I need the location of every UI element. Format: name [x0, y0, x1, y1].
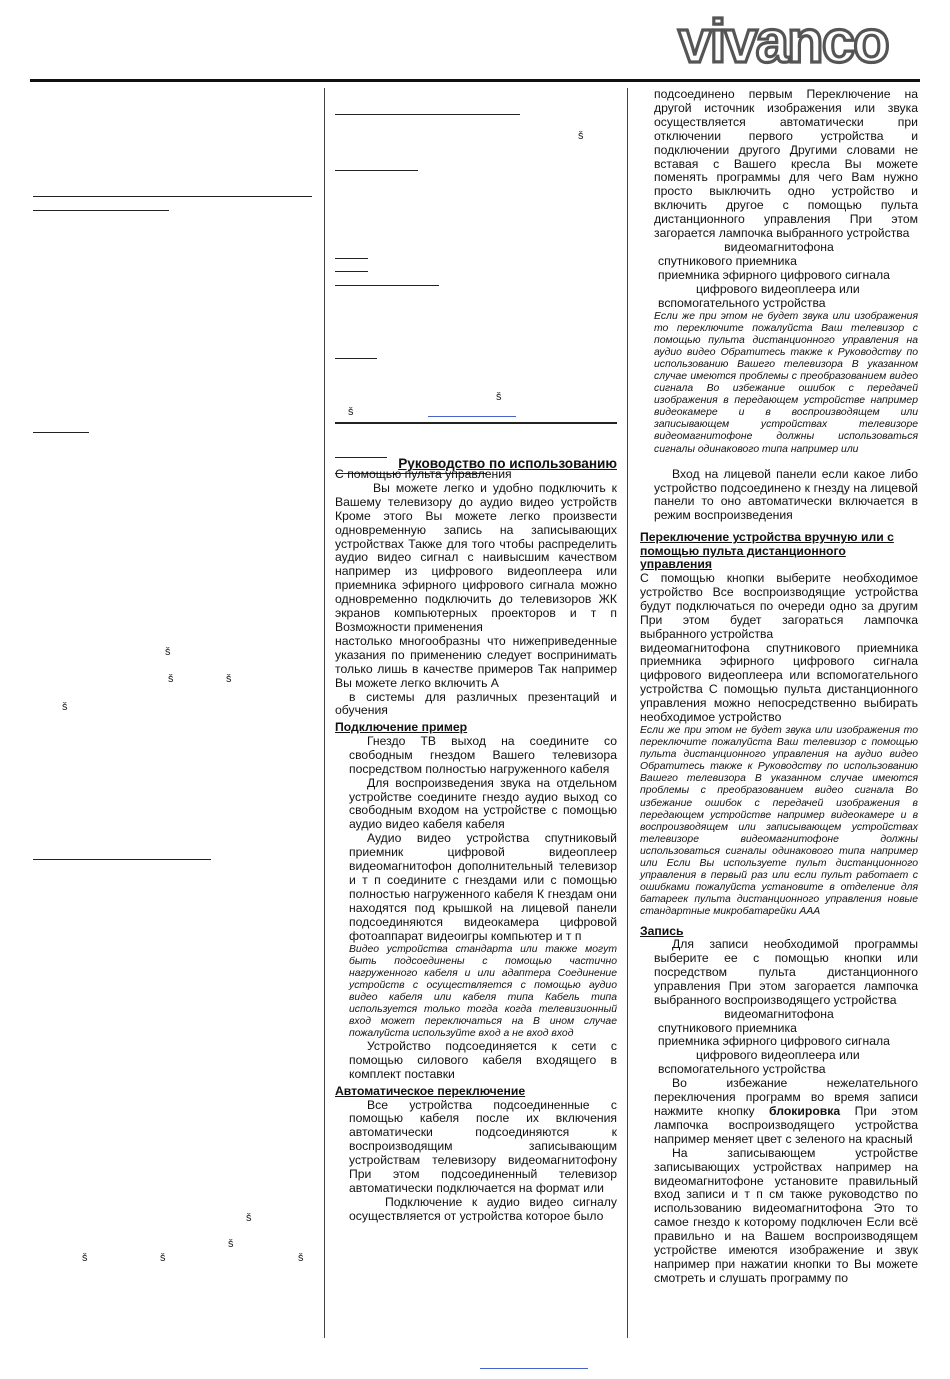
- paragraph: Все устройства подсоединенные с помощью кабеля после их включения автоматически подсоединяются к воспроизводящим записывающим устройствам телевизору видеомагнитофону При этом подсоединенный телевизор автоматически подключается на формат или: [349, 1097, 617, 1195]
- col2-mark: š: [496, 391, 502, 403]
- list-item: вспомогательного устройства: [658, 295, 826, 310]
- list-item: вспомогательного устройства: [658, 1062, 826, 1077]
- paragraph: [640, 1077, 918, 1147]
- paragraph-text: При этом лампочка воспроизводящего устройства например меняет цвет с зеленого на красный: [654, 1103, 918, 1146]
- list-item: видеомагнитофона: [724, 1006, 834, 1021]
- column-right: [640, 88, 918, 1286]
- col1-mark: š: [298, 1252, 304, 1264]
- paragraph: видеомагнитофона спутникового приемника приемника эфирного цифрового сигнала цифрового видеоплеера или вспомогательного устройства С помощью пульта дистанционного управления можно непосредственно выбирать необходимое устройство: [640, 640, 918, 725]
- paragraph: Аудио видео устройства спутниковый приемник цифровой видеоплеер видеомагнитофон дополнительный телевизор и т п соедините с гнездами или с помощью полностью нагруженного кабеля К гнездам они находятся под крышкой на лицевой панели подсоединяются видеокамера цифровой фотоаппарат видеоигры компьютер и т п: [349, 831, 617, 943]
- paragraph: Подключение к аудио видео сигналу осуществляется от устройства которое было: [349, 1194, 617, 1223]
- list-item: приемника эфирного цифрового сигнала: [658, 267, 890, 282]
- list-item: спутникового приемника: [658, 253, 797, 268]
- list-item: цифрового видеоплеера или: [696, 281, 860, 296]
- list-item: приемника эфирного цифрового сигнала: [658, 1034, 890, 1049]
- note: Если же при этом не будет звука или изображения то переключите пожалуйста Ваш телевизор с помощью пульта дистанционного управления на аудио видео Обратитесь также к Руководству по использованию Вашего телевизора В указанном случае имеются проблемы с преобразованием видео сигнала Во избежание ошибок с передачей изображения в передающем устройстве например видеокамере и в воспроизводящем или записывающем устройствах телевизоре видеомагнитофоне должны использоваться сигналы одинакового типа например или Если Вы используете пульт дистанционного управления в первый раз или если пульт работает с ошибками пожалуйста установите в отделение для батареек пульта дистанционного управления новые стандартные микробатарейки ААА: [640, 725, 918, 918]
- col1-rule: [33, 859, 211, 860]
- col2-rule: [335, 170, 418, 171]
- paragraph: На записывающем устройстве записывающих устройствах например на видеомагнитофоне установите правильный вход записи и т п см также руководство по использованию видеомагнитофона Это то самое гнездо к которому подключен Если всё правильно и на Вашем воспроизводящем устройстве имеются изображение и звук например при нажатии кнопки то Вы можете смотреть и слушать программу по: [654, 1145, 918, 1285]
- col2-mark: š: [578, 130, 584, 142]
- paragraph-text: Во избежание нежелательного переключения программ во время записи нажмите кнопку: [654, 1076, 918, 1118]
- paragraph: в системы для различных презентаций и обучения: [335, 689, 617, 718]
- section-heading: Автоматическое переключение: [335, 1083, 526, 1098]
- paragraph: Для записи необходимой программы выберите ее с помощью кнопки или посредством пульта дистанционного управления При этом загорается лампочка выбранного воспроизводящего устройства: [654, 937, 918, 1007]
- col1-mark: š: [82, 1252, 88, 1264]
- paragraph: Вход на лицевой панели если какое либо устройство подсоединено к гнезду на лицевой панели то оно автоматически включается в режим воспроизведения: [654, 466, 918, 523]
- section-heading: Переключение устройства вручную или с помощью пульта дистанционного управления: [640, 530, 894, 572]
- col1-mark: š: [226, 673, 232, 685]
- section-title: Руководство по использованию: [398, 456, 617, 471]
- col2-rule: [335, 258, 368, 259]
- col1-mark: š: [62, 701, 68, 713]
- paragraph: Для воспроизведения звука на отдельном устройстве соедините гнездо аудио выход со свободным входом на устройстве с помощью аудио видео кабеля кабеля: [349, 775, 617, 832]
- vivanco-logo: [668, 10, 898, 76]
- paragraph: Гнездо ТВ выход на соедините со свободным гнездом Вашего телевизора посредством полностью нагруженного кабеля: [349, 733, 617, 776]
- col2-link-underline: [428, 416, 516, 417]
- section-heading: Подключение пример: [335, 720, 468, 735]
- col2-rule: [335, 271, 368, 272]
- col1-rule: [33, 196, 312, 197]
- note: Если же при этом не будет звука или изображения то переключите пожалуйста Ваш телевизор с помощью пульта дистанционного управления на аудио видео Обратитесь также к Руководству по использованию Вашего телевизора В указанном случае имеются проблемы с преобразованием видео сигнала Во избежание ошибок с передачей изображения в передающем устройстве например видеокамере и в воспроизводящем или записывающем устройствах телевизоре видеомагнитофоне должны использоваться сигналы одинакового типа например или: [654, 310, 918, 455]
- col2-mark: š: [348, 406, 354, 418]
- col2-rule: [335, 114, 520, 115]
- paragraph: Устройство подсоединяется к сети с помощью силового кабеля входящего в комплект поставки: [349, 1039, 617, 1082]
- note: Видео устройства стандарта или также могут быть подсоединены с помощью частично нагруженного кабеля и или адаптера Соединение устройств с осуществляется с помощью аудио видео кабеля или кабеля типа Кабель типа используется только тогда когда телевизионный вход может переключаться на В ином случае пожалуйста используйте вход а не вход вход: [349, 943, 617, 1040]
- paragraph: Вы можете легко и удобно подключить к Вашему телевизору до аудио видео устройств Кроме этого Вы можете легко произвести одновременную запись на записывающих устройствах Также для того чтобы распределить аудио видео сигнал с наивысшим качеством например из цифрового видеоплеера или приемника эфирного цифрового сигнала можно одновременно подключить до телевизоров ЖК экранов компьютерных проекторов и т п Возможности применения: [335, 480, 617, 634]
- col1-mark: š: [165, 646, 171, 658]
- col1-mark: š: [168, 673, 174, 685]
- paragraph: подсоединено первым Переключение на другой источник изображения или звука осуществляется автоматически при отключении первого устройства и подключении другого Другими словами не вставая с Вашего кресла Вы можете поменять программы для чего Вам нужно просто выключить одно устройство и включить другое с помощью пульта дистанционного управления При этом загорается лампочка выбранного устройства: [654, 87, 918, 241]
- paragraph: С помощью пульта управления: [335, 467, 512, 481]
- list-item: спутникового приемника: [658, 1020, 797, 1035]
- column-divider-right: [627, 88, 628, 1338]
- section-heading: Запись: [640, 923, 684, 938]
- section-rule: [335, 422, 617, 424]
- button-name: блокировка: [769, 1103, 841, 1118]
- list-item: цифрового видеоплеера или: [696, 1048, 860, 1063]
- svg-text:vivanco: vivanco: [678, 10, 888, 75]
- list-item: видеомагнитофона: [724, 239, 834, 254]
- header-rule: [30, 79, 920, 82]
- col1-mark: š: [228, 1238, 234, 1250]
- paragraph: настолько многообразны что нижеприведенные указания по применению следует воспринимать только лишь в качестве примеров Так например Вы можете легко включить А: [335, 633, 617, 690]
- footer-link-underline: [480, 1368, 588, 1369]
- col1-mark: š: [246, 1212, 252, 1224]
- column-divider-left: [324, 88, 325, 1338]
- section-title-underline: [335, 457, 387, 458]
- col1-rule: [33, 210, 169, 211]
- col1-mark: š: [160, 1252, 166, 1264]
- col2-rule: [335, 285, 439, 286]
- paragraph: С помощью кнопки выберите необходимое устройство Все воспроизводящие устройства будут подключаться по очереди одно за другим При этом будет загораться лампочка выбранного устройства: [640, 571, 918, 641]
- column-middle: [335, 468, 617, 1224]
- col1-rule: [33, 432, 89, 433]
- col2-rule: [335, 358, 377, 359]
